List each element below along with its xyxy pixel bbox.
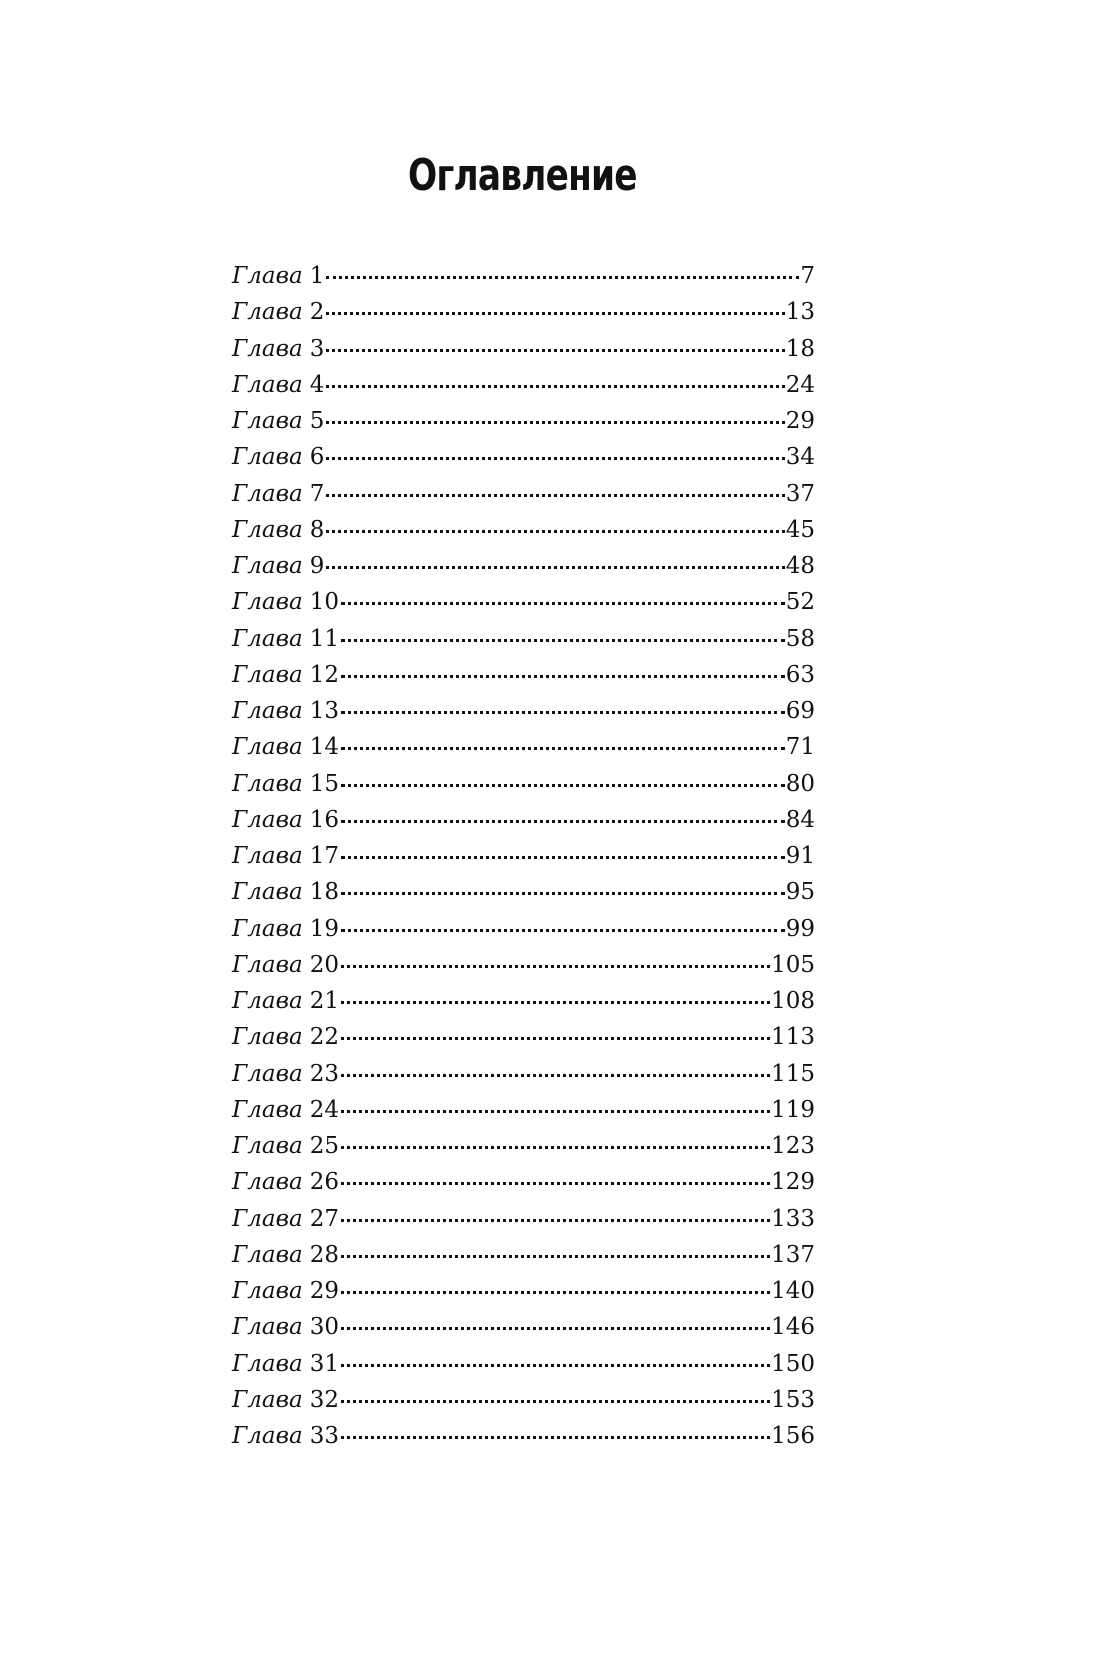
toc-entry <box>232 1092 815 1128</box>
dot-leader <box>341 1327 770 1330</box>
page-number: 99 <box>785 915 815 942</box>
chapter-number: 8 <box>309 516 325 543</box>
toc-entry <box>232 403 815 439</box>
chapter-number: 11 <box>309 625 339 652</box>
toc-entry <box>232 802 815 838</box>
toc-entry <box>232 439 815 475</box>
chapter-word: Глава <box>232 408 303 434</box>
dot-leader <box>341 1436 770 1439</box>
page-number: 140 <box>771 1278 815 1304</box>
chapter-number: 3 <box>309 335 325 362</box>
toc-entry <box>232 1309 815 1345</box>
chapter-number: 4 <box>309 371 325 398</box>
chapter-number: 31 <box>309 1350 339 1377</box>
dot-leader <box>326 349 784 352</box>
toc-entry <box>232 1418 815 1454</box>
toc-entry <box>232 838 815 874</box>
page-number: 115 <box>771 1060 815 1087</box>
page-number: 58 <box>785 625 815 652</box>
chapter-word: Глава <box>232 915 303 942</box>
chapter-word: Глава <box>232 553 303 579</box>
chapter-number: 16 <box>309 806 339 833</box>
toc-entry <box>232 1019 815 1055</box>
chapter-number: 6 <box>309 444 325 471</box>
page-number: 13 <box>785 299 815 326</box>
chapter-word: Глава <box>232 335 303 362</box>
dot-leader <box>341 1074 770 1077</box>
chapter-word: Глава <box>232 806 303 833</box>
toc-entry <box>232 1382 815 1418</box>
chapter-number: 9 <box>309 553 325 579</box>
dot-leader <box>341 747 785 750</box>
page-number: 48 <box>785 553 815 579</box>
dot-leader <box>326 276 799 279</box>
chapter-number: 18 <box>309 879 339 906</box>
toc-entry <box>232 693 815 729</box>
chapter-number: 30 <box>309 1314 339 1341</box>
chapter-number: 33 <box>309 1423 339 1449</box>
chapter-word: Глава <box>232 516 303 543</box>
chapter-number: 10 <box>309 589 339 616</box>
chapter-word: Глава <box>232 1060 303 1087</box>
chapter-word: Глава <box>232 625 303 652</box>
chapter-word: Глава <box>232 661 303 688</box>
chapter-word: Глава <box>232 770 303 797</box>
dot-leader <box>326 421 784 424</box>
chapter-number: 26 <box>309 1169 339 1196</box>
page-number: 105 <box>771 951 815 978</box>
chapter-number: 24 <box>309 1096 339 1123</box>
toc-entry <box>232 1273 815 1309</box>
toc-entry <box>232 476 815 512</box>
chapter-word: Глава <box>232 1133 303 1159</box>
dot-leader <box>341 784 785 787</box>
toc-entry <box>232 983 815 1019</box>
page-number: 119 <box>771 1096 815 1123</box>
page-number: 29 <box>785 408 815 434</box>
dot-leader <box>341 639 785 642</box>
chapter-number: 12 <box>309 661 339 688</box>
dot-leader <box>341 1219 770 1222</box>
chapter-word: Глава <box>232 734 303 761</box>
chapter-number: 13 <box>309 698 339 724</box>
dot-leader <box>341 892 785 895</box>
dot-leader <box>341 602 785 605</box>
chapter-number: 23 <box>309 1060 339 1087</box>
chapter-word: Глава <box>232 1423 303 1449</box>
page-number: 80 <box>785 770 815 797</box>
page-number: 37 <box>785 480 815 507</box>
toc-entry <box>232 1201 815 1237</box>
dot-leader <box>341 1037 770 1040</box>
page-number: 45 <box>785 516 815 543</box>
chapter-number: 15 <box>309 770 339 797</box>
chapter-number: 21 <box>309 988 339 1014</box>
toc-entry <box>232 766 815 802</box>
chapter-number: 5 <box>309 408 325 434</box>
chapter-word: Глава <box>232 1350 303 1377</box>
page-number: 156 <box>771 1423 815 1449</box>
chapter-word: Глава <box>232 1024 303 1051</box>
toc-entry <box>232 729 815 765</box>
page-number: 95 <box>785 879 815 906</box>
toc-entry <box>232 1346 815 1382</box>
chapter-number: 19 <box>309 915 339 942</box>
dot-leader <box>326 457 784 460</box>
toc-list <box>232 258 815 1454</box>
chapter-word: Глава <box>232 698 303 724</box>
toc-entry <box>232 874 815 910</box>
page-number: 123 <box>771 1133 815 1159</box>
chapter-number: 14 <box>309 734 339 761</box>
dot-leader <box>341 1110 770 1113</box>
page-number: 63 <box>785 661 815 688</box>
chapter-word: Глава <box>232 1314 303 1341</box>
page-number: 133 <box>771 1205 815 1232</box>
dot-leader <box>341 856 785 859</box>
toc-entry <box>232 657 815 693</box>
page-number: 7 <box>800 263 815 289</box>
page-number: 153 <box>771 1386 815 1413</box>
chapter-number: 28 <box>309 1241 339 1268</box>
page-number: 34 <box>785 444 815 471</box>
dot-leader <box>341 820 785 823</box>
chapter-word: Глава <box>232 1205 303 1232</box>
page-number: 24 <box>785 371 815 398</box>
chapter-word: Глава <box>232 480 303 507</box>
chapter-number: 27 <box>309 1205 339 1232</box>
toc-entry <box>232 947 815 983</box>
chapter-number: 20 <box>309 951 339 978</box>
chapter-word: Глава <box>232 263 303 289</box>
toc-entry <box>232 1128 815 1164</box>
toc-entry <box>232 367 815 403</box>
chapter-number: 25 <box>309 1133 339 1159</box>
toc-entry <box>232 331 815 367</box>
dot-leader <box>341 1364 770 1367</box>
dot-leader <box>341 1182 770 1185</box>
dot-leader <box>341 929 785 932</box>
toc-entry <box>232 1056 815 1092</box>
chapter-word: Глава <box>232 1386 303 1413</box>
chapter-number: 17 <box>309 843 339 869</box>
toc-entry <box>232 1237 815 1273</box>
chapter-word: Глава <box>232 879 303 906</box>
dot-leader <box>341 965 770 968</box>
chapter-number: 7 <box>309 480 325 507</box>
page-number: 91 <box>785 843 815 869</box>
chapter-word: Глава <box>232 988 303 1014</box>
toc-entry <box>232 294 815 330</box>
dot-leader <box>326 566 784 569</box>
page-number: 84 <box>785 806 815 833</box>
toc-entry <box>232 548 815 584</box>
toc-entry <box>232 512 815 548</box>
chapter-word: Глава <box>232 444 303 471</box>
page-number: 113 <box>771 1024 815 1051</box>
chapter-word: Глава <box>232 1241 303 1268</box>
page-number: 129 <box>771 1169 815 1196</box>
page-number: 71 <box>785 734 815 761</box>
dot-leader <box>341 711 785 714</box>
dot-leader <box>341 1400 770 1403</box>
chapter-word: Глава <box>232 589 303 616</box>
page-number: 52 <box>785 589 815 616</box>
dot-leader <box>341 675 785 678</box>
toc-entry <box>232 911 815 947</box>
chapter-number: 1 <box>309 263 325 289</box>
page-number: 146 <box>771 1314 815 1341</box>
toc-entry <box>232 258 815 294</box>
chapter-word: Глава <box>232 1096 303 1123</box>
toc-entry <box>232 1164 815 1200</box>
chapter-word: Глава <box>232 843 303 869</box>
toc-entry <box>232 621 815 657</box>
chapter-number: 2 <box>309 299 325 326</box>
chapter-number: 22 <box>309 1024 339 1051</box>
dot-leader <box>341 1291 770 1294</box>
chapter-word: Глава <box>232 1169 303 1196</box>
dot-leader <box>326 494 784 497</box>
page-number: 108 <box>771 988 815 1014</box>
dot-leader <box>341 1001 770 1004</box>
toc-entry <box>232 584 815 620</box>
chapter-word: Глава <box>232 951 303 978</box>
dot-leader <box>326 530 784 533</box>
chapter-number: 32 <box>309 1386 339 1413</box>
dot-leader <box>341 1146 770 1149</box>
chapter-word: Глава <box>232 371 303 398</box>
chapter-number: 29 <box>309 1278 339 1304</box>
page-number: 69 <box>785 698 815 724</box>
page-number: 137 <box>771 1241 815 1268</box>
toc-title: Оглавление <box>407 150 637 201</box>
page-number: 150 <box>771 1350 815 1377</box>
dot-leader <box>326 312 784 315</box>
chapter-word: Глава <box>232 299 303 326</box>
chapter-word: Глава <box>232 1278 303 1304</box>
dot-leader <box>341 1255 770 1258</box>
page-number: 18 <box>785 335 815 362</box>
dot-leader <box>326 385 784 388</box>
